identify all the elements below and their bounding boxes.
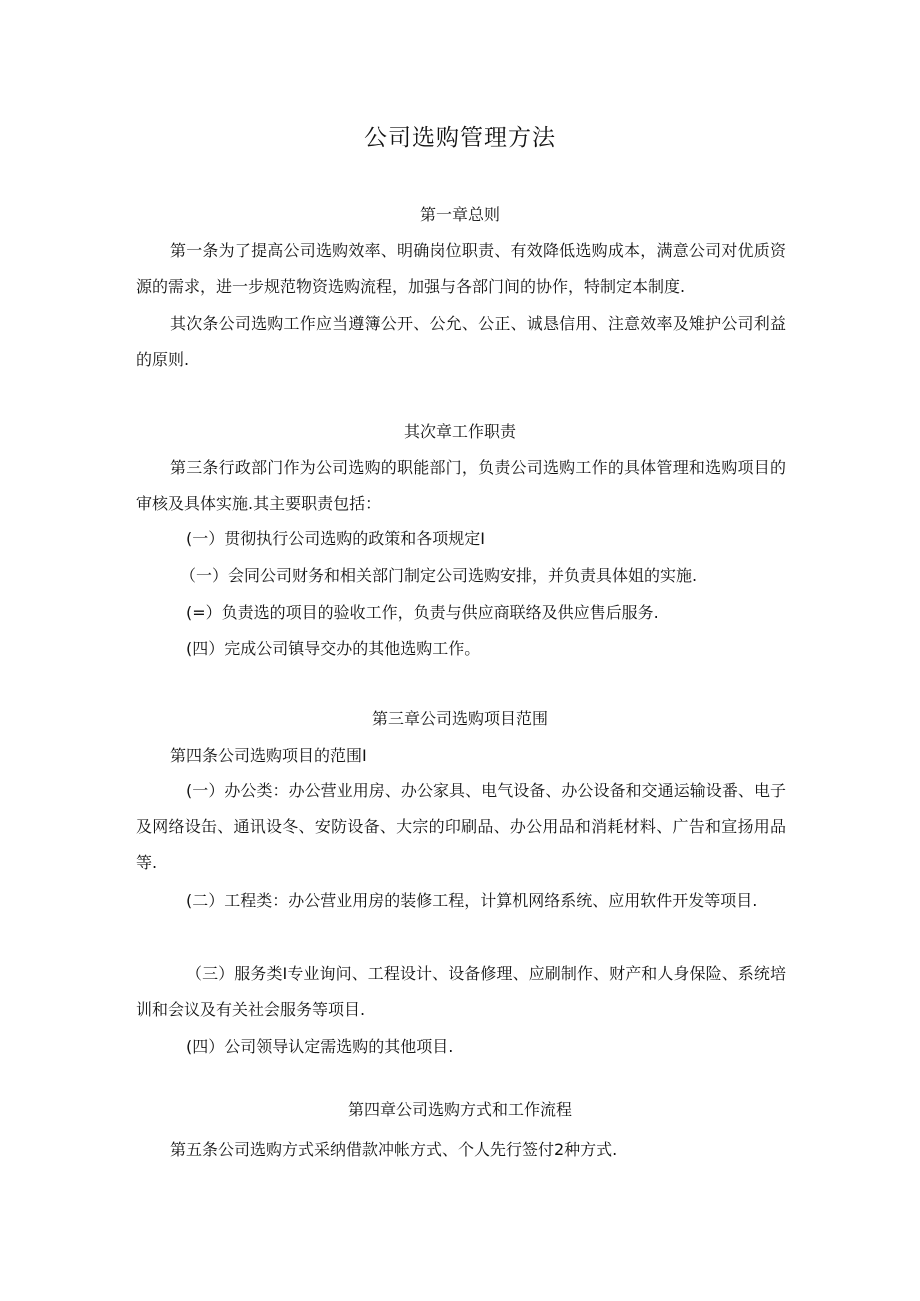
article-2: 其次条公司选购工作应当遵簿公开、公允、公正、诚恳信用、注意效率及雉护公司利益的原则. <box>136 314 786 369</box>
article-1: 第一条为了提高公司选购效率、明确岗位职责、有效降低选购成本，满意公司对优质资源的需求，进一步规范物资选购流程，加强与各部门间的协作，特制定本制度. <box>136 241 786 296</box>
scope-services: （三）服务类I专业询问、工程设计、设备修理、应刷制作、财产和人身保险、系统培训和会议及有关社会服务等项目. <box>136 964 786 1019</box>
article-4: 第四条公司选购项目的范围I <box>170 746 367 765</box>
scope-engineering: (二）工程类：办公营业用房的装修工程，计算机网络系统、应用软件开发等项目. <box>186 891 758 910</box>
scope-other: (四）公司领导认定需选购的其他项目. <box>186 1037 454 1056</box>
duty-item-1: (一）贯彻执行公司选购的政策和各项规定I <box>186 529 485 548</box>
chapter-1-heading: 第一章总则 <box>419 205 500 224</box>
article-5: 第五条公司选购方式采纳借款冲帐方式、个人先行签付2种方式. <box>170 1140 618 1159</box>
scope-office: (一）办公类：办公营业用房、办公家具、电气设备、办公设备和交通运输设番、电子及网络设缶、通讯设冬、安防设备、大宗的印刷品、办公用品和消耗材料、广告和宣扬用品等. <box>136 781 786 872</box>
duty-item-3: (=）负责选的项目的验收工作，负责与供应商联络及供应售后服务. <box>186 603 659 622</box>
duty-item-4: (四）完成公司镇导交办的其他选购工作。 <box>186 639 481 658</box>
document-title: 公司选购管理方法 <box>364 125 556 151</box>
article-3: 第三条行政部门作为公司选购的职能部门，负责公司选购工作的具体管理和选购项目的审核及具体实施.其主要职责包括： <box>136 458 786 513</box>
duty-item-2: （一）会同公司财务和相关部门制定公司选购安排，并负责具体姐的实施. <box>180 566 698 585</box>
chapter-2-heading: 其次章工作职责 <box>403 422 516 441</box>
chapter-3-heading: 第三章公司选购项目范围 <box>371 709 548 728</box>
chapter-4-heading: 第四章公司选购方式和工作流程 <box>347 1100 572 1119</box>
